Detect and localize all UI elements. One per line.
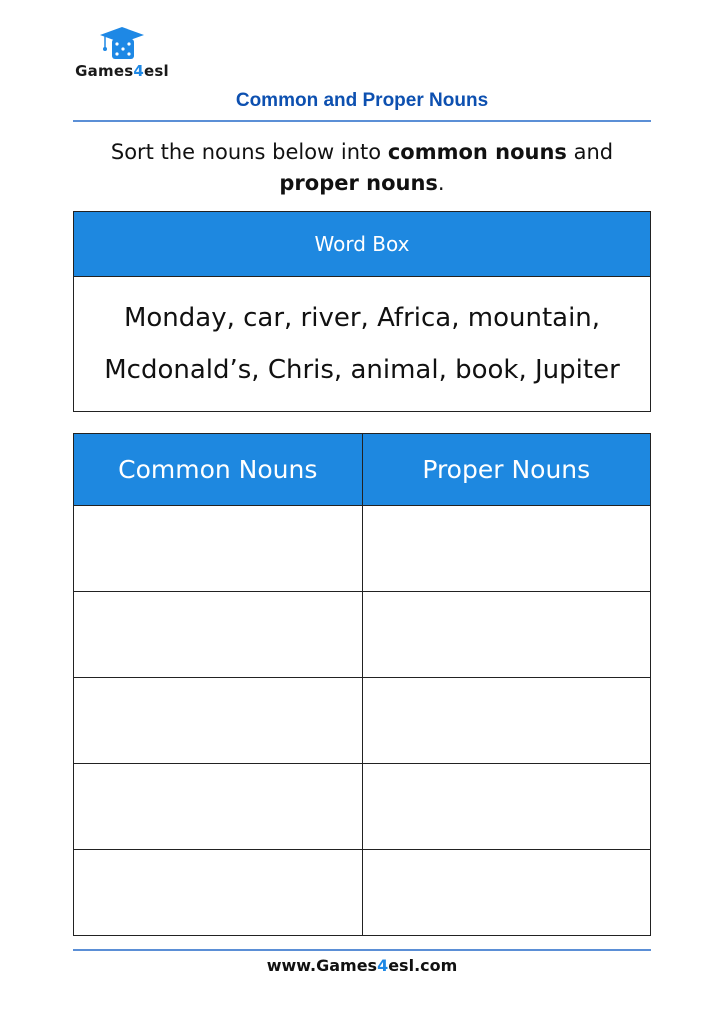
proper-noun-cell[interactable] — [362, 850, 651, 936]
proper-noun-cell[interactable] — [362, 678, 651, 764]
word-box-header: Word Box — [74, 212, 650, 277]
common-noun-cell[interactable] — [74, 850, 363, 936]
proper-noun-cell[interactable] — [362, 592, 651, 678]
header-divider — [73, 120, 651, 122]
instructions-bold-proper: proper nouns — [279, 171, 438, 195]
table-row — [74, 850, 651, 936]
instructions — [73, 137, 651, 199]
table-row — [74, 592, 651, 678]
footer-url[interactable] — [0, 956, 724, 975]
instructions-bold-common: common nouns — [387, 140, 567, 164]
common-noun-cell[interactable] — [74, 764, 363, 850]
header-common-nouns: Common Nouns — [74, 434, 363, 506]
common-noun-cell[interactable] — [74, 506, 363, 592]
logo-text — [72, 62, 172, 80]
table-row — [74, 764, 651, 850]
word-list-line-1: Monday, car, river, Africa, mountain, — [123, 303, 601, 333]
common-noun-cell[interactable] — [74, 592, 363, 678]
footer-url-text: esl.com — [388, 956, 458, 975]
proper-noun-cell[interactable] — [362, 764, 651, 850]
word-list-line-2: Mcdonald’s, Chris, animal, book, Jupiter — [104, 355, 620, 385]
instructions-text: Sort the nouns below into — [110, 140, 388, 164]
instructions-text: . — [437, 171, 445, 195]
word-box-body — [74, 277, 650, 411]
footer-url-text: www.Games — [266, 956, 378, 975]
logo-text-4: 4 — [133, 62, 144, 80]
title-text: Common and Proper Nouns — [235, 90, 489, 111]
common-noun-cell[interactable] — [74, 678, 363, 764]
word-box — [73, 211, 651, 412]
instructions-text: and — [566, 140, 614, 164]
worksheet-title — [0, 90, 724, 112]
graduation-cap-dice-icon — [99, 26, 145, 60]
header-proper-nouns: Proper Nouns — [362, 434, 651, 506]
games4esl-logo — [72, 26, 172, 80]
logo-text-games: Games — [75, 62, 134, 80]
table-row — [74, 506, 651, 592]
table-row — [74, 678, 651, 764]
sort-table — [73, 433, 651, 936]
footer-divider — [73, 949, 651, 951]
table-header-row — [74, 434, 651, 506]
proper-noun-cell[interactable] — [362, 506, 651, 592]
logo-text-esl: esl — [143, 62, 169, 80]
footer-url-accent: 4 — [377, 956, 389, 975]
